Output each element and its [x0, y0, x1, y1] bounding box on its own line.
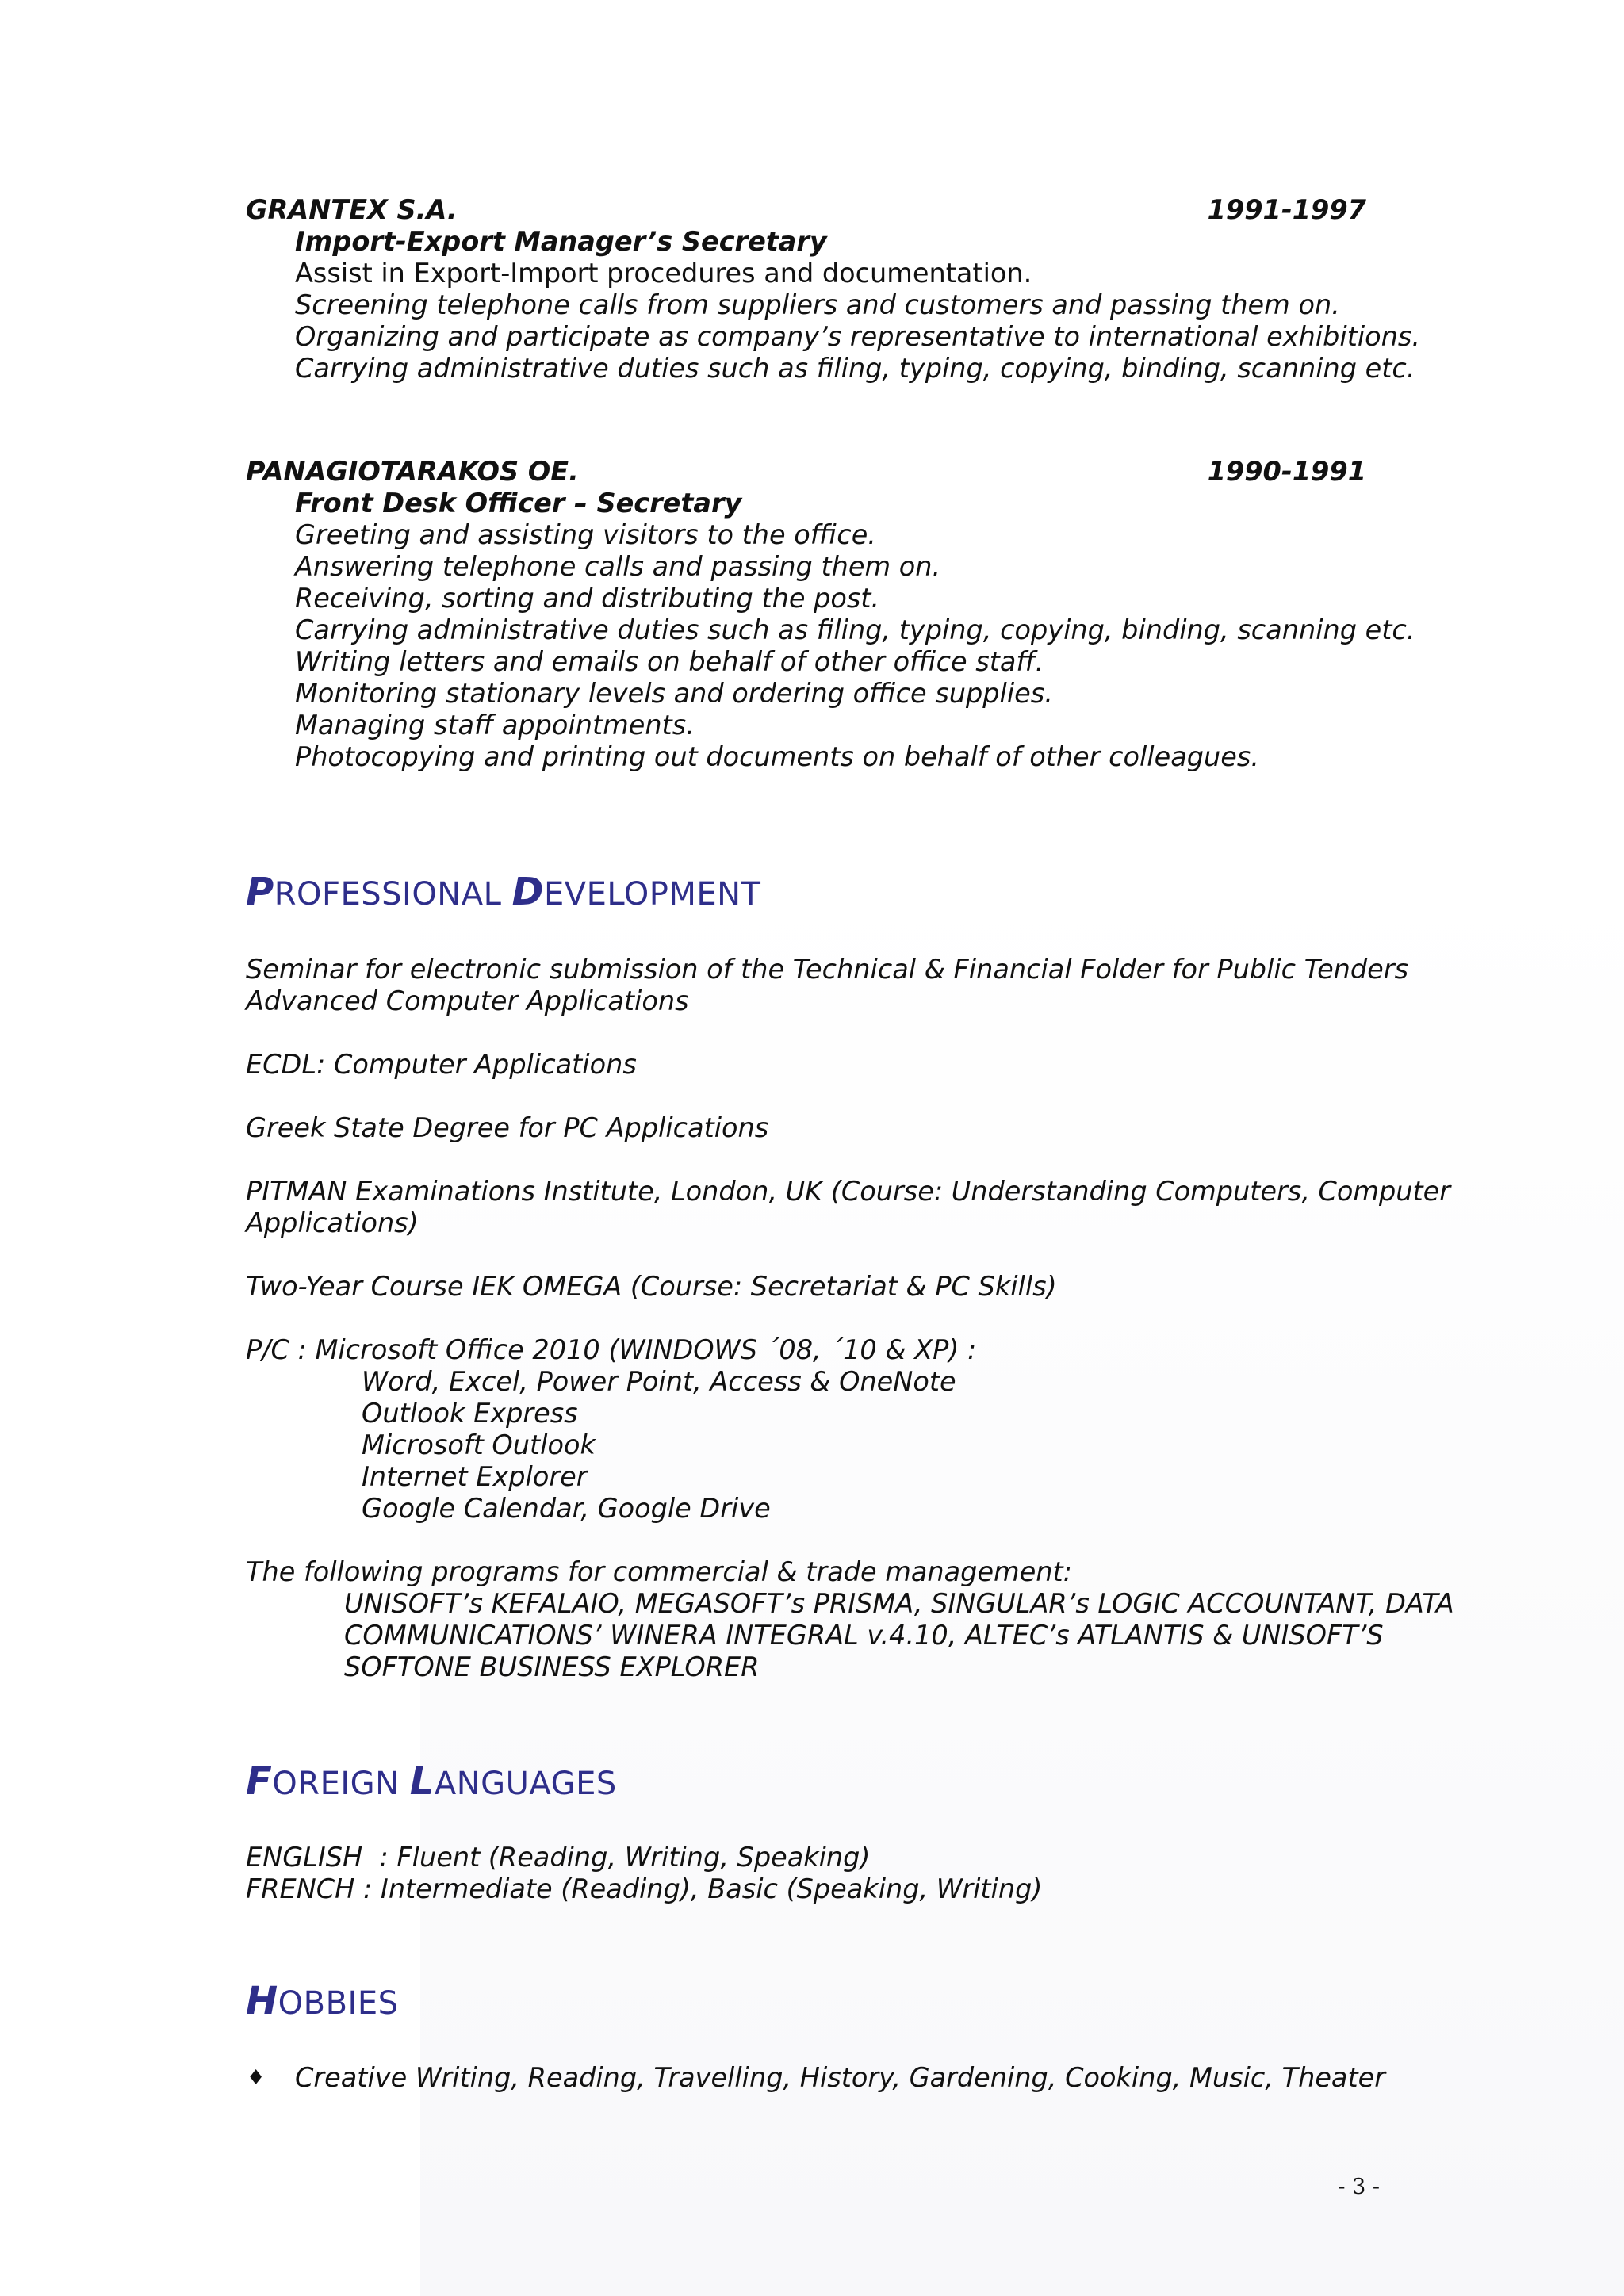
development-item: Two-Year Course IEK OMEGA (Course: Secretariat & PC Skills) [246, 1271, 1057, 1302]
pc-skill-item: Internet Explorer [362, 1461, 588, 1492]
job-duty: Photocopying and printing out documents on behalf of other colleagues. [295, 741, 1259, 772]
pc-skill-item: Outlook Express [362, 1398, 578, 1429]
job-duty: Carrying administrative duties such as filing, typing, copying, binding, scanning etc. [295, 353, 1415, 384]
section-heading-foreign-languages: FOREIGN LANGUAGES [246, 1759, 617, 1804]
job-duty: Answering telephone calls and passing them on. [295, 551, 941, 582]
language-item: ENGLISH : Fluent (Reading, Writing, Speaking) [246, 1842, 871, 1873]
development-item: Advanced Computer Applications [246, 985, 689, 1016]
job-role: Front Desk Officer – Secretary [295, 488, 742, 519]
job-duty: Managing staff appointments. [295, 710, 695, 740]
job-duty: Carrying administrative duties such as filing, typing, copying, binding, scanning etc. [295, 614, 1415, 645]
job-duty: Monitoring stationary levels and ordering office supplies. [295, 678, 1053, 709]
job-role: Import-Export Manager’s Secretary [295, 226, 827, 257]
job-duty: Receiving, sorting and distributing the post. [295, 583, 880, 614]
job-company: GRANTEX S.A. [246, 194, 458, 225]
development-item: Applications) [246, 1207, 419, 1238]
program-line: SOFTONE BUSINESS EXPLORER [344, 1651, 760, 1682]
development-item: ECDL: Computer Applications [246, 1049, 637, 1080]
hobbies-list: Creative Writing, Reading, Travelling, History, Gardening, Cooking, Music, Theater [295, 2062, 1385, 2093]
pc-skill-item: Google Calendar, Google Drive [362, 1493, 771, 1524]
development-item: PITMAN Examinations Institute, London, UK (Course: Understanding Computers, Computer [246, 1176, 1451, 1207]
job-duty: Writing letters and emails on behalf of other office staff. [295, 646, 1044, 677]
development-item: Greek State Degree for PC Applications [246, 1112, 769, 1143]
job-company: PANAGIOTARAKOS OE. [246, 456, 579, 487]
section-heading-hobbies: HOBBIES [246, 1979, 399, 2023]
programs-intro: The following programs for commercial & trade management: [246, 1556, 1072, 1587]
section-heading-professional-development: PROFESSIONAL DEVELOPMENT [246, 870, 761, 914]
job-years: 1990-1991 [1207, 456, 1366, 487]
job-duty: Screening telephone calls from suppliers and customers and passing them on. [295, 289, 1340, 320]
job-duty: Organizing and participate as company’s representative to international exhibitions. [295, 321, 1420, 352]
job-duty: Assist in Export-Import procedures and documentation. [295, 258, 1032, 289]
pc-skill-item: Microsoft Outlook [362, 1429, 596, 1460]
program-line: COMMUNICATIONS’ WINERA INTEGRAL v.4.10, ALTEC’s ATLANTIS & UNISOFT’S [344, 1620, 1384, 1651]
diamond-bullet-icon: ♦ [247, 2066, 266, 2090]
development-item: Seminar for electronic submission of the Technical & Financial Folder for Public Tenders [246, 954, 1409, 985]
page-number: - 3 - [1338, 2175, 1380, 2199]
development-item: P/C : Microsoft Office 2010 (WINDOWS ΄08, ΄10 & XP) : [246, 1334, 977, 1365]
program-line: UNISOFT’s KEFALAIO, MEGASOFT’s PRISMA, SINGULAR’s LOGIC ACCOUNTANT, DATA [344, 1588, 1454, 1619]
pc-skill-item: Word, Excel, Power Point, Access & OneNote [362, 1366, 956, 1397]
language-item: FRENCH : Intermediate (Reading), Basic (Speaking, Writing) [246, 1873, 1043, 1904]
job-duty: Greeting and assisting visitors to the office. [295, 519, 876, 550]
job-years: 1991-1997 [1207, 194, 1366, 225]
